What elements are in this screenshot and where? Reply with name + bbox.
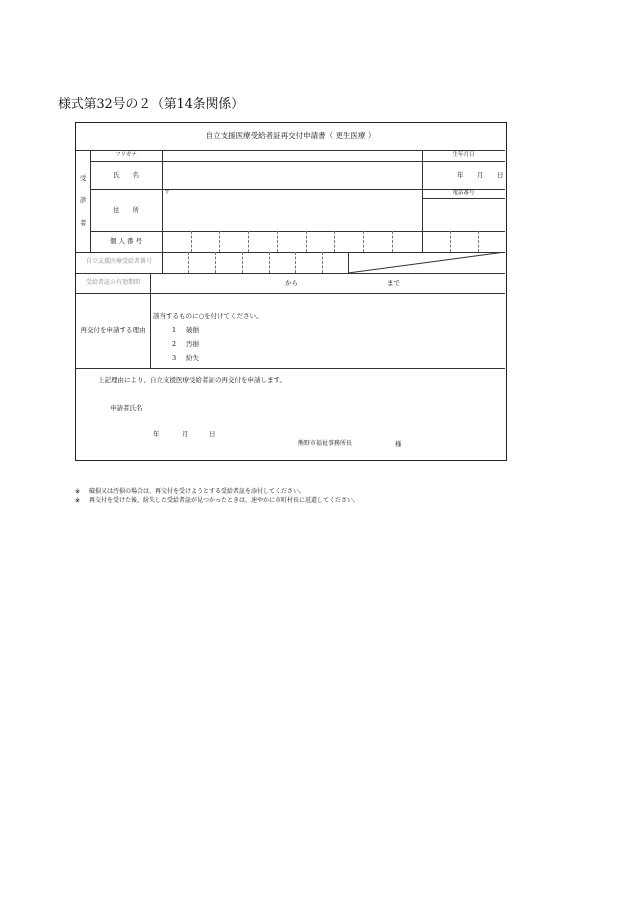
address-label: 住 所 xyxy=(113,206,139,214)
honorific: 様 xyxy=(395,440,402,448)
note-text: 再交付を受けた後、紛失した受給者証が見つかったときは、速やかに市町村長に返還してください。 xyxy=(89,496,360,504)
reason-option-num: 1 xyxy=(172,326,177,334)
rule xyxy=(76,293,505,294)
digit-divider xyxy=(322,252,323,273)
digit-divider xyxy=(242,252,243,273)
rule xyxy=(90,161,505,162)
rule xyxy=(76,150,505,151)
reason-instruction: 該当するものに○を付けてください。 xyxy=(153,312,263,320)
date-year: 年 xyxy=(153,430,160,438)
digit-divider xyxy=(363,231,364,252)
digit-divider xyxy=(306,231,307,252)
reason-option-text: 紛失 xyxy=(186,354,199,362)
digit-divider xyxy=(188,252,189,273)
side-label-char: 診 xyxy=(80,196,87,204)
rule xyxy=(90,189,505,190)
furigana-label: フリガナ xyxy=(115,152,137,158)
note-item xyxy=(75,488,359,497)
validity-label: 受給者証の有効期間 xyxy=(85,279,140,286)
reason-option-text: 汚損 xyxy=(186,340,199,348)
date-day: 日 xyxy=(209,430,216,438)
form-title: 自立支援医療受給者証再交付申請書（ 更生医療 ） xyxy=(205,131,376,140)
note-item xyxy=(75,497,359,506)
mynumber-label: 個 人 番 号 xyxy=(109,237,143,245)
digit-divider xyxy=(277,231,278,252)
notes xyxy=(75,488,359,505)
rule xyxy=(76,273,505,274)
birthdate-month: 月 xyxy=(477,171,484,179)
rule xyxy=(162,252,163,273)
note-text: 破損又は汚損の場合は、再交付を受けようとする受給者証を添付してください。 xyxy=(89,488,306,495)
digit-divider xyxy=(392,231,393,252)
digit-divider xyxy=(191,231,192,252)
certificate-number-label: 自立支援医療受給者番号 xyxy=(85,258,152,265)
digit-divider xyxy=(295,252,296,273)
digit-divider xyxy=(334,231,335,252)
rule xyxy=(422,231,505,232)
rule xyxy=(422,231,423,252)
rule xyxy=(422,198,505,199)
digit-divider xyxy=(478,231,479,252)
application-form xyxy=(75,122,507,461)
side-label-char: 受 xyxy=(80,174,87,182)
rule xyxy=(90,231,422,232)
digit-divider xyxy=(219,231,220,252)
note-mark: ※ xyxy=(75,496,81,504)
reason-option-num: 3 xyxy=(172,354,177,362)
rule xyxy=(76,368,505,369)
birthdate-year: 年 xyxy=(457,171,464,179)
birthdate-day: 日 xyxy=(497,171,504,179)
digit-divider xyxy=(215,252,216,273)
postal-mark: 〒 xyxy=(164,189,171,196)
addressee: 熊野市福祉事務所長 xyxy=(298,440,353,447)
note-mark: ※ xyxy=(75,488,81,495)
validity-to: まで xyxy=(387,279,400,287)
phone-label: 電話番号 xyxy=(452,190,475,196)
diagonal-strike xyxy=(348,252,505,273)
rule xyxy=(150,293,151,368)
side-label-char: 者 xyxy=(80,219,87,227)
applicant-name-label: 申請者氏名 xyxy=(110,404,143,412)
digit-divider xyxy=(269,252,270,273)
reason-label: 再交付を申請する理由 xyxy=(80,326,146,334)
rule xyxy=(162,150,163,252)
date-month: 月 xyxy=(182,430,189,438)
form-number-heading: 様式第32号の２（第14条関係） xyxy=(58,97,244,112)
name-label: 氏 名 xyxy=(113,171,139,179)
rule xyxy=(90,150,91,252)
declaration-statement: 上記理由により、自立支援医療受給者証の再交付を申請します。 xyxy=(98,376,286,384)
reason-option-text: 破損 xyxy=(186,326,199,334)
validity-from: から xyxy=(285,279,298,287)
digit-divider xyxy=(248,231,249,252)
digit-divider xyxy=(450,231,451,252)
reason-option-num: 2 xyxy=(172,340,177,348)
birthdate-label: 生年月日 xyxy=(452,152,475,158)
